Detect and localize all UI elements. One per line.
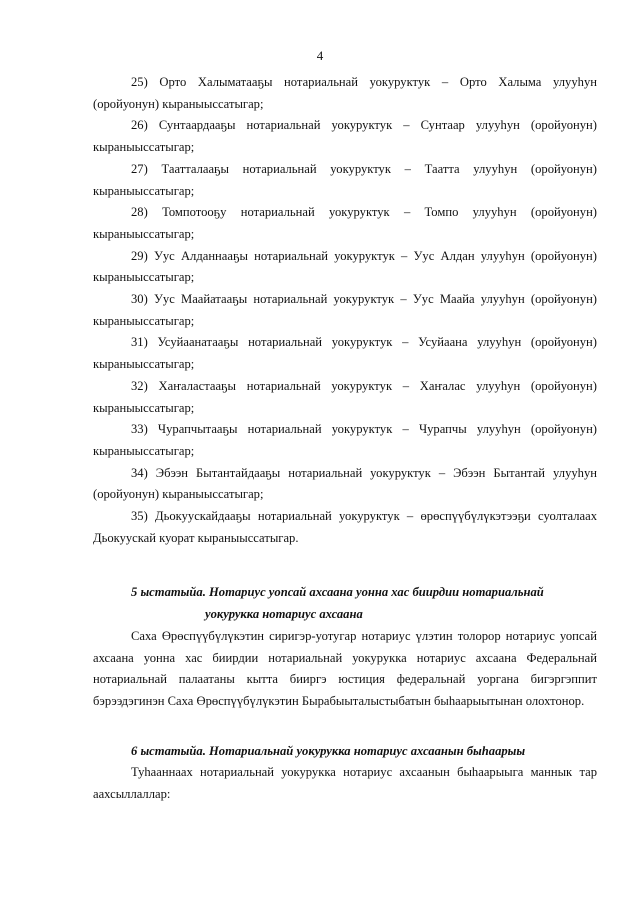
article-6-body: Туһааннаах нотариальнай уокурукка нотариус ахсаанын быһаарыыга маннык тар аахсыллаллар: <box>93 765 597 802</box>
document-body <box>93 72 597 806</box>
list-item: 25) Орто Халыматааҕы нотариальнай уокуруктук – Орто Халыма улууһун (оройуонун) кыраныыссатыгар; <box>93 75 597 111</box>
article-5-body: Саха Өрөспүүбүлүкэтин сиригэр-уотугар нотариус үлэтин толорор нотариус уопсай ахсаана уонна хас биирдии нотариальнай уокурукка нотариус ахсаана Федеральнай нотариальнай палаатаны кытта бииргэ юстиция федеральнай уоргана бигэргэппит бэрээдэгинэн Саха Өрөспүүбүлүкэтин Бырабыыталыстыбатын быһаарыытынан олохтонор. <box>93 628 597 708</box>
list-item: 33) Чурапчытааҕы нотариальнай уокуруктук – Чурапчы улууһун (оройуонун) кыраныыссатыгар; <box>93 422 597 458</box>
section-spacer <box>93 713 597 741</box>
section-spacer <box>93 549 597 582</box>
list-item: 29) Уус Алданнааҕы нотариальнай уокуруктук – Уус Алдан улууһун (оройуонун) кыраныыссатыгар; <box>93 248 597 285</box>
list-item: 30) Уус Маайатааҕы нотариальнай уокуруктук – Уус Маайа улууһун (оройуонун) кыраныыссатыгар; <box>93 292 597 328</box>
page-number: 4 <box>316 48 324 63</box>
list-item: 28) Томпотооҕу нотариальнай уокуруктук – Томпо улууһун (оройуонун) кыраныыссатыгар; <box>93 205 597 241</box>
list-item: 26) Сунтаардааҕы нотариальнай уокуруктук – Сунтаар улууһун (оройуонун) кыраныыссатыгар; <box>93 118 597 155</box>
article-5-heading-continuation: уокурукка нотариус ахсаана <box>205 607 363 622</box>
article-5-heading: 5 ыстатыйа. Нотариус уопсай ахсаана уонна хас биирдии нотариальнай <box>131 585 544 600</box>
list-item: 31) Усуйаанатааҕы нотариальнай уокуруктук – Усуйаана улууһун (оройуонун) кыраныыссатыгар; <box>93 335 597 372</box>
article-6-heading: 6 ыстатыйа. Нотариальнай уокурукка нотариус ахсаанын быһаарыы <box>131 743 526 758</box>
list-item: 35) Дьокуускайдааҕы нотариальнай уокуруктук – өрөспүүбүлүкэтээҕи суолталаах Дьокуускай куорат кыраныыссатыгар. <box>93 509 597 545</box>
list-item: 32) Хаҥаластааҕы нотариальнай уокуруктук – Хаҥалас улууһун (оройуонун) кыраныыссатыгар; <box>93 378 597 415</box>
list-item: 27) Таатталааҕы нотариальнай уокуруктук – Таатта улууһун (оройуонун) кыраныыссатыгар; <box>93 161 597 198</box>
list-item: 34) Эбээн Бытантайдааҕы нотариальнай уокуруктук – Эбээн Бытантай улууһун (оройуонун) кыраныыссатыгар; <box>93 465 597 502</box>
